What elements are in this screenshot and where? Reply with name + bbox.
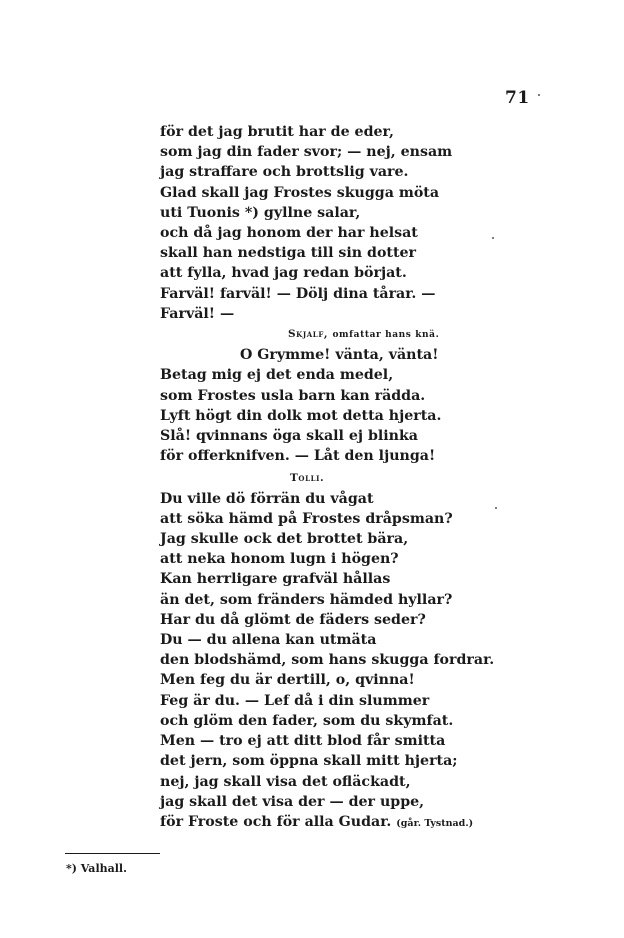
- verse-line: den blodshämd, som hans skugga fordrar.: [160, 652, 495, 669]
- verse-line: Feg är du. — Lef då i din slummer: [160, 692, 430, 709]
- page-number: 71: [505, 88, 530, 108]
- verse-line: jag straffare och brottslig vare.: [160, 164, 409, 181]
- verse-line: att söka hämd på Frostes dråpsman?: [160, 510, 453, 527]
- footnote: *) Valhall.: [66, 862, 127, 875]
- verse-line: Du ville dö förrän du vågat: [160, 490, 374, 507]
- verse-line: jag skall det visa der — der uppe,: [160, 793, 425, 810]
- verse-line: än det, som fränders hämded hyllar?: [160, 591, 453, 608]
- verse-line: skall han nedstiga till sin dotter: [160, 245, 417, 262]
- verse-line: Men feg du är dertill, o, qvinna!: [160, 672, 415, 689]
- speaker-heading-tolli: [160, 468, 480, 488]
- verse-line-last: [160, 812, 480, 834]
- verse-line: som Frostes usla barn kan rädda.: [160, 387, 426, 404]
- footnote-divider: [65, 853, 160, 854]
- verse-line: som jag din fader svor; — nej, ensam: [160, 144, 453, 161]
- verse-line: att fylla, hvad jag redan börjat.: [160, 265, 407, 282]
- verse-line: Lyft högt din dolk mot detta hjerta.: [160, 407, 442, 424]
- verse-line: Har du då glömt de fäders seder?: [160, 611, 426, 628]
- verse-line: och då jag honom der har helsat: [160, 225, 418, 242]
- verse-line: Farväl! farväl! — Dölj dina tårar. —: [160, 285, 436, 302]
- speaker-name-tolli: Tolli.: [290, 472, 325, 485]
- verse-line: uti Tuonis *) gyllne salar,: [160, 204, 361, 221]
- poem-text: [160, 122, 495, 834]
- verse-line: det jern, som öppna skall mitt hjerta;: [160, 753, 458, 770]
- verse-line: Farväl! —: [160, 305, 235, 322]
- verse-line: och glöm den fader, som du skymfat.: [160, 712, 454, 729]
- last-verse-text: för Froste och för alla Gudar.: [160, 813, 392, 830]
- print-speck: [495, 507, 497, 509]
- verse-line: för det jag brutit har de eder,: [160, 124, 394, 140]
- verse-line: för offerknifven. — Låt den ljunga!: [160, 448, 436, 465]
- print-speck: [538, 94, 540, 96]
- exit-stage-direction: (går. Tystnad.): [396, 817, 474, 829]
- stage-direction-text: omfattar hans knä.: [332, 330, 440, 341]
- verse-line: att neka honom lugn i högen?: [160, 551, 399, 568]
- verse-line: Betag mig ej det enda medel,: [160, 367, 394, 384]
- verse-line: Slå! qvinnans öga skall ej blinka: [160, 428, 418, 445]
- verse-line: Men — tro ej att ditt blod får smitta: [160, 733, 446, 750]
- verse-line: nej, jag skall visa det ofläckadt,: [160, 773, 411, 790]
- stage-direction-skjalf: [160, 324, 480, 345]
- verse-line: Jag skulle ock det brottet bära,: [160, 531, 409, 548]
- verse-line: Du — du allena kan utmäta: [160, 632, 377, 649]
- print-speck: [492, 237, 494, 239]
- verse-line: Kan herrligare grafväl hållas: [160, 571, 391, 588]
- speaker-name-skjalf: Skjalf,: [288, 328, 329, 341]
- verse-line: O Grymme! vänta, vänta!: [240, 347, 439, 364]
- verse-line: Glad skall jag Frostes skugga möta: [160, 184, 440, 201]
